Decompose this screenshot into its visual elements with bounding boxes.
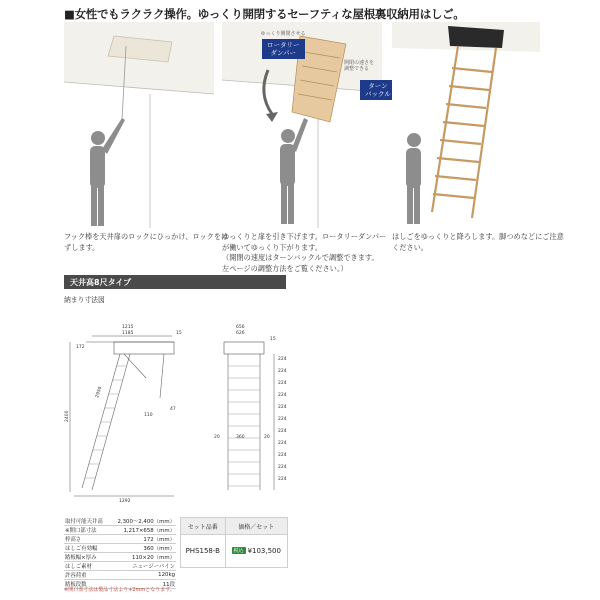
dim-ladder-length: 2950 <box>95 386 104 399</box>
svg-text:224: 224 <box>278 357 287 362</box>
price-cell <box>225 535 287 568</box>
caption-step-1: フック棒を天井扉のロックにひっかけ、ロックをは ずします。 <box>64 232 229 252</box>
dim-front-inner: 626 <box>236 331 245 336</box>
turnbuckle-label: ターン バックル <box>360 80 396 100</box>
dim-edge: 15 <box>176 331 182 336</box>
table-row: 取付可能天井高 2,300〜2,400（mm） <box>65 519 175 525</box>
table-row: はしご素材 ニュージーパイン <box>64 562 176 571</box>
step-spacing-labels <box>278 356 287 482</box>
dim-top-inner: 1185 <box>122 331 134 336</box>
table-row: 踏板段数 11段 <box>64 580 176 589</box>
svg-text:224: 224 <box>278 465 287 470</box>
svg-text:224: 224 <box>278 393 287 398</box>
svg-text:224: 224 <box>278 429 287 434</box>
dim-front-edge: 15 <box>270 337 276 342</box>
table-row: 踏板幅×厚み 110×20（mm） <box>64 553 176 562</box>
dim-side-left: 172 <box>76 345 85 350</box>
dim-height-total: 2400 <box>65 410 70 422</box>
dim-top-outer: 1215 <box>122 325 134 330</box>
svg-text:224: 224 <box>278 405 287 410</box>
set-code: PHS158-B <box>181 535 226 568</box>
price-table <box>180 517 288 568</box>
rotary-damper-label: ロータリー ダンパー <box>262 39 305 59</box>
dim-mid-b: 47 <box>170 407 176 412</box>
dimension-drawing <box>64 318 304 514</box>
svg-text:224: 224 <box>278 477 287 482</box>
section-title: 天井高8尺タイプ <box>70 278 132 287</box>
turnbuckle-note: 開閉の速さを 調整できる <box>344 60 375 72</box>
svg-text:224: 224 <box>278 441 287 446</box>
price-value: ¥103,500 <box>247 547 281 555</box>
table-row: ※開口部寸法 1,217×658（mm） <box>64 526 176 535</box>
section-title-bar <box>64 275 286 289</box>
dim-bottom-width: 1292 <box>119 499 131 504</box>
table-row: 枠高さ 172（mm） <box>64 535 176 544</box>
svg-text:224: 224 <box>278 369 287 374</box>
dim-front-side-left: 20 <box>214 435 220 440</box>
dim-front-outer: 656 <box>236 325 245 330</box>
illustration-lower-ladder <box>392 22 540 228</box>
svg-text:224: 224 <box>278 381 287 386</box>
caption-step-2: ゆっくりと扉を引き下げます。ロータリーダンパー が働いてゆっくり下がります。 （開閉の速度はターンバックルで調整できます。 左ページの調整方法をご覧ください。） <box>222 232 387 273</box>
dim-mid-a: 110 <box>144 413 153 418</box>
drawing-title: 納まり寸法図 <box>64 296 105 304</box>
page-headline: ■女性でもラクラク操作。ゆっくり開閉するセーフティな屋根裏収納用はしご。 <box>64 7 465 21</box>
illustration-hook-unlock <box>64 22 214 228</box>
table-row: はしご有効幅 360（mm） <box>64 544 176 553</box>
set-code-header: セット品番 <box>181 518 226 535</box>
footnote: ※開口部寸法は製品寸法より+2mmとなります。 <box>64 587 175 593</box>
svg-text:224: 224 <box>278 417 287 422</box>
table-row: 許容荷重 120kg <box>65 572 175 579</box>
table-row <box>181 535 288 568</box>
price-header: 価格／セット <box>225 518 287 535</box>
damper-note: ゆっくり開閉させる <box>260 31 306 37</box>
dim-front-step: 360 <box>236 435 245 440</box>
dim-front-side-right: 20 <box>264 435 270 440</box>
svg-text:224: 224 <box>278 453 287 458</box>
tax-included-badge: 税込 <box>233 548 244 554</box>
caption-step-3: はしごをゆっくりと降ろします。脚つめなどにご注意 ください。 <box>392 232 564 252</box>
spec-table <box>64 517 176 589</box>
